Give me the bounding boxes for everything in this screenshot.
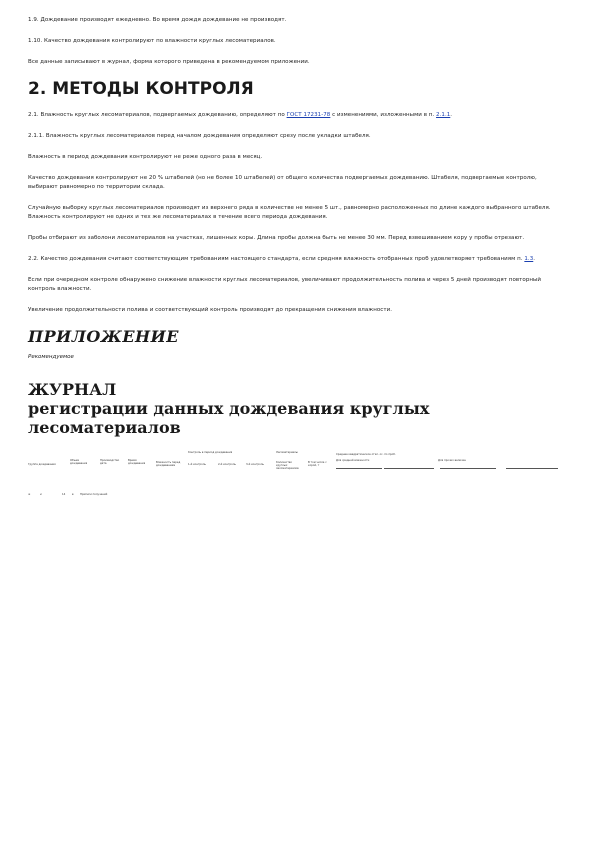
appendix-title: ПРИЛОЖЕНИЕ <box>28 327 179 346</box>
journal-title: ЖУРНАЛ <box>28 380 117 399</box>
table-line <box>384 468 434 469</box>
paragraph-2-2: 2.2. Качество дождевания считают соответствующим требованиям настоящего стандарта, если средняя влажность отобранных проб удовлетворяет требованиям п. 1.3. <box>28 256 536 262</box>
table-header-other: Для прочих величин <box>438 459 466 462</box>
section-title: 2. МЕТОДЫ КОНТРОЛЯ <box>28 79 254 99</box>
table-group-timber: Лесоматериалы <box>276 451 298 454</box>
paragraph-1-10: 1.10. Качество дождевания контролируют по влажности круглых лесоматериалов. <box>28 38 276 44</box>
table-line <box>440 468 496 469</box>
paragraph-samples: Пробы отбирают из заболони лесоматериалов на участках, лишенных коры. Длина пробы должна быть не менее 30 мм. Перед взвешиванием кору у пробы отрезают. <box>28 235 525 241</box>
table-header-volume: Объем дождевания <box>70 459 88 465</box>
paragraph-1-9: 1.9. Дождевание производят ежедневно. Во время дождя дождевание не производят. <box>28 17 287 23</box>
table-header-with-bark: В том числе с корой, т <box>308 461 327 467</box>
table-cell: 14 <box>62 493 66 496</box>
paragraph-journal-note: Все данные записывают в журнал, форма которого приведена в рекомендуемом приложении. <box>28 59 310 65</box>
table-line <box>336 468 382 469</box>
paragraph-2-1: 2.1. Влажность круглых лесоматериалов, подвергаемых дождеванию, определяют по ГОСТ 17231-78 с изменениями, изложенными в п. 2.1.1. <box>28 112 453 118</box>
paragraph-control-frequency: Влажность в период дождевания контролируют не реже одного раза в месяц. <box>28 154 263 160</box>
table-header-control-1: 1-й контроль <box>188 463 206 466</box>
table-cell: в <box>72 493 74 496</box>
paragraph-increase-duration: Увеличение продолжительности полива и соответствующий контроль производят до прекращения снижения влажности. <box>28 307 393 313</box>
table-header-moisture: Влажность перед дождеванием <box>156 461 181 467</box>
gost-link[interactable]: ГОСТ 17231-78 <box>286 112 331 118</box>
table-header-group: Группа дождевания <box>28 463 56 466</box>
journal-table <box>28 451 558 511</box>
table-header-count: Количество круглых лесоматериалов <box>276 461 299 470</box>
paragraph-2-1-1: 2.1.1. Влажность круглых лесоматериалов перед началом дождевания определяют срезу после укладки штабеля. <box>28 133 371 139</box>
table-cell: и <box>40 493 42 496</box>
paragraph-control-quality: Качество дождевания контролируют не 20 % штабелей (но не более 10 штабелей) от общего количества подвергаемых дождеванию. Штабеля, подвергаемые контролю, выбирают равномерно по территории склада. <box>28 175 537 190</box>
table-line <box>506 468 558 469</box>
paragraph-random-sample: Случайную выборку круглых лесоматериалов производят из верхнего ряда в количестве не менее 5 шт., равномерно расположенных по длине каждого выбранного штабеля. Влажность контролируют не одних и тех же лесоматериалах в течение всего периода дождевания. <box>28 205 551 220</box>
table-group-deviation: Среднее квадратическое откл. ос. по проб. <box>336 453 396 456</box>
document-page <box>28 16 558 511</box>
table-header-control-3: 3-й контроль <box>246 463 264 466</box>
table-header-mean-moisture: Для средней влажности <box>336 459 370 462</box>
table-group-control: Контроль в период дождевания <box>188 451 233 454</box>
table-header-time: Время дождевания <box>128 459 146 465</box>
table-header-control-2: 2-й контроль <box>218 463 236 466</box>
journal-subtitle: регистрации данных дождевания круглых лесоматериалов <box>28 399 430 437</box>
table-header-date: Производство дата <box>100 459 120 465</box>
table-cell: Приписи получений <box>80 493 108 496</box>
table-cell: ж <box>28 493 31 496</box>
clause-2-1-1-link[interactable]: 2.1.1 <box>436 112 451 118</box>
appendix-note: Рекомендуемое <box>28 354 74 360</box>
clause-1-3-link[interactable]: 1.3 <box>524 256 534 262</box>
paragraph-repeat-control: Если при очередном контроле обнаружено снижение влажности круглых лесоматериалов, увеличивают продолжительность полива и через 5 дней производят повторный контроль влажности. <box>28 277 542 292</box>
